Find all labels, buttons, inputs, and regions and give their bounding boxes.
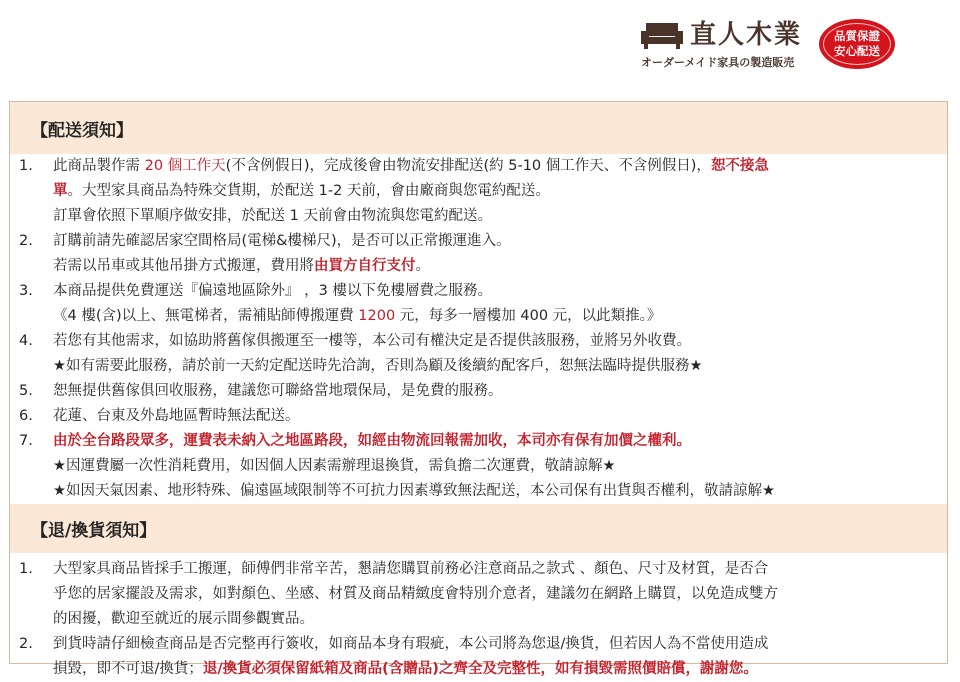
list-item (10, 632, 947, 657)
item-text: 訂單會依照下單順序做安排，於配送 1 天前會由物流與您電約配送。 (53, 208, 492, 224)
list-item (10, 229, 947, 254)
list-item-continued (10, 657, 947, 682)
item-text: 大型家具商品皆採手工搬運，師傅們非常辛苦，懇請您購買前務必注意商品之款式 、顏色、尺寸及材質，是否合 (53, 561, 769, 577)
shipping-heading: 【配送須知】 (10, 102, 947, 154)
list-item-continued (10, 204, 947, 229)
list-item-continued (10, 304, 947, 329)
item-text: 此商品製作需 (53, 158, 145, 174)
item-text: 花蓮、台東及外島地區暫時無法配送。 (53, 408, 300, 424)
list-item-continued (10, 454, 947, 479)
returns-list (10, 553, 947, 682)
item-text: 。 (415, 258, 430, 274)
list-item (10, 404, 947, 429)
item-number: 1. (19, 561, 33, 577)
badge-line-2: 安心配送 (834, 44, 880, 58)
list-item-continued (10, 254, 947, 279)
item-number: 5. (19, 383, 33, 399)
item-text: 訂購前請先確認居家空間格局(電梯&樓梯尺)，是否可以正常搬運進入。 (53, 233, 511, 249)
quality-badge (819, 19, 895, 69)
item-text: 恕無提供舊傢俱回收服務，建議您可聯絡當地環保局，是免費的服務。 (53, 383, 503, 399)
item-text: 的困擾，歡迎至就近的展示間參觀實品。 (53, 611, 314, 627)
item-text: (不含例假日)，完成後會由物流安排配送(約 5-10 個工作天、不含例假日)， (225, 158, 711, 174)
list-item (10, 329, 947, 354)
list-item-continued (10, 479, 947, 504)
badge-line-1: 品質保證 (834, 29, 880, 43)
highlight-text: 1200 (358, 308, 396, 324)
list-item-continued (10, 179, 947, 204)
item-text: 到貨時請仔細檢查商品是否完整再行簽收，如商品本身有瑕疵，本公司將為您退/換貨，但若因人為不當使用造成 (53, 636, 769, 652)
highlight-text: 恕不接急 (710, 158, 769, 174)
highlight-text: 20 個工作天 (144, 158, 226, 174)
item-text: 乎您的居家擺設及需求，如對顏色、坐感、材質及商品精緻度會特別介意者，建議勿在網路上購買，以免造成雙方 (53, 586, 778, 602)
item-text: 。大型家具商品為特殊交貨期，於配送 1-2 天前，會由廠商與您電約配送。 (67, 183, 550, 199)
item-text: ★如因天氣因素、地形特殊、偏遠區域限制等不可抗力因素導致無法配送，本公司保有出貨與否權利，敬請諒解★ (53, 483, 775, 499)
list-item (10, 429, 947, 454)
item-text: 元，每多一層樓加 400 元，以此類推。》 (395, 308, 662, 324)
highlight-text: 單 (53, 183, 68, 199)
highlight-text: 退/換貨必須保留紙箱及商品(含贈品)之齊全及完整性，如有損毀需照價賠償，謝謝您。 (202, 661, 758, 677)
item-number: 2. (19, 233, 33, 249)
item-text: ★如有需要此服務，請於前一天約定配送時先洽詢，否則為顧及後續約配客戶，恕無法臨時提供服務★ (53, 358, 703, 374)
item-number: 4. (19, 333, 33, 349)
page-header (0, 0, 960, 100)
item-number: 7. (19, 433, 33, 449)
item-number: 6. (19, 408, 33, 424)
item-text: 若您有其他需求，如協助將舊傢俱搬運至一樓等，本公司有權決定是否提供該服務，並將另外收費。 (53, 333, 691, 349)
item-text: 損毀，即不可退/換貨； (53, 661, 203, 677)
list-item-continued (10, 582, 947, 607)
list-item-continued (10, 354, 947, 379)
brand-tagline: オーダーメイド家具の製造販売 (641, 56, 795, 69)
shipping-list (10, 154, 947, 504)
list-item (10, 154, 947, 179)
brand-name: 直人木業 (690, 20, 803, 50)
item-number: 2. (19, 636, 33, 652)
item-number: 3. (19, 283, 33, 299)
highlight-text: 由於全台路段眾多，運費表未納入之地區路段，如經由物流回報需加收，本司亦有保有加價之權利。 (53, 433, 691, 449)
list-item (10, 379, 947, 404)
item-text: 若需以吊車或其他吊掛方式搬運，費用將 (53, 258, 314, 274)
sofa-icon (641, 23, 683, 49)
highlight-text: 由買方自行支付 (314, 258, 416, 274)
item-number: 1. (19, 158, 33, 174)
item-text: ★因運費屬一次性消耗費用，如因個人因素需辦理退換貨，需負擔二次運費，敬請諒解★ (53, 458, 616, 474)
list-item (10, 557, 947, 582)
returns-heading: 【退/換貨須知】 (10, 504, 947, 553)
item-text: 《4 樓(含)以上、無電梯者，需補貼師傅搬運費 (53, 308, 359, 324)
list-item-continued (10, 607, 947, 632)
list-item (10, 279, 947, 304)
item-text: 本商品提供免費運送『偏遠地區除外』 ，3 樓以下免樓層費之服務。 (53, 283, 492, 299)
notice-panel (9, 101, 948, 677)
